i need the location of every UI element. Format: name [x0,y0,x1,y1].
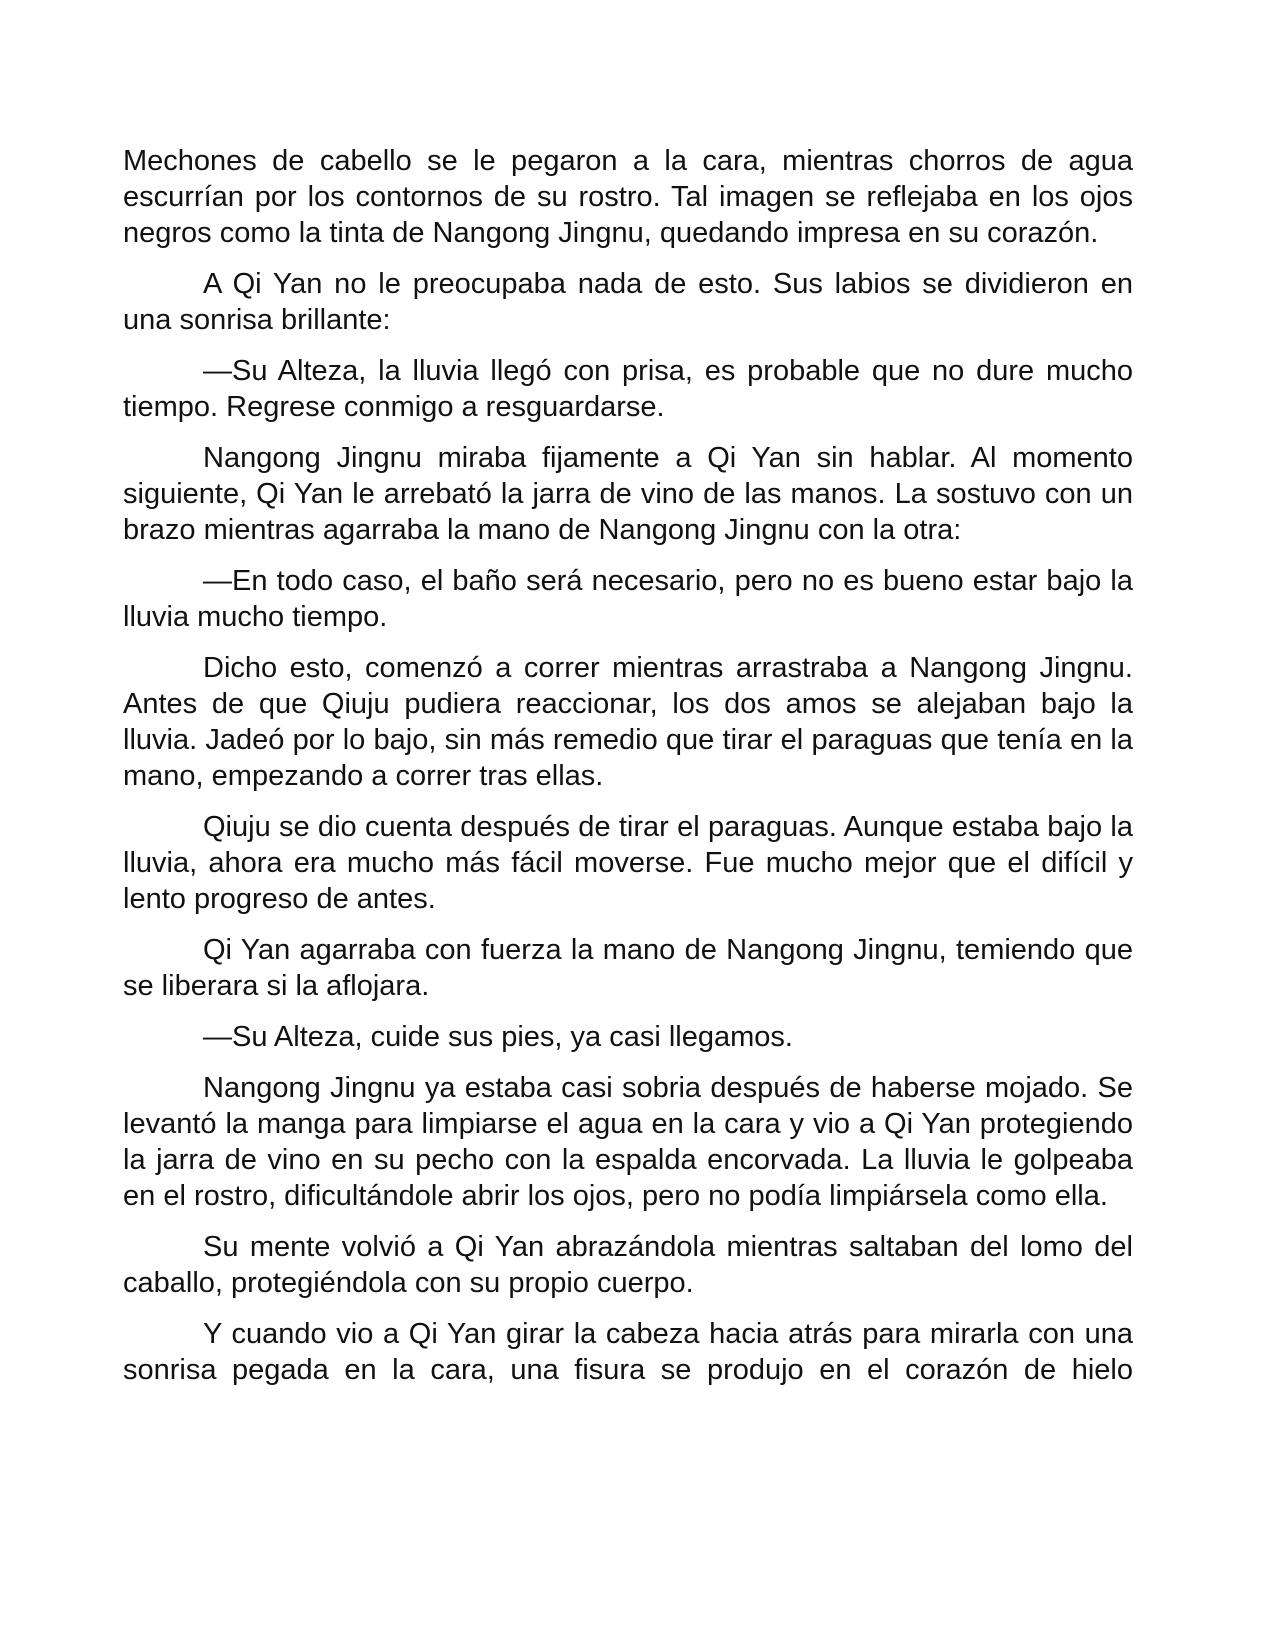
paragraph-3: —Su Alteza, la lluvia llegó con prisa, es probable que no dure mucho tiempo. Regrese conmigo a resguardarse. [123,355,1133,423]
paragraph-10: Nangong Jingnu ya estaba casi sobria después de haberse mojado. Se levantó la manga para limpiarse el agua en la cara y vio a Qi Yan protegiendo la jarra de vino en su pecho con la espalda encorvada. La lluvia le golpeaba en el rostro, dificultándole abrir los ojos, pero no podía limpiársela como ella. [123,1072,1133,1212]
paragraph-2: A Qi Yan no le preocupaba nada de esto. Sus labios se dividieron en una sonrisa brillante: [123,268,1133,336]
body-text [123,143,1133,1403]
paragraph-8: Qi Yan agarraba con fuerza la mano de Nangong Jingnu, temiendo que se liberara si la aflojara. [123,934,1133,1002]
paragraph-9: —Su Alteza, cuide sus pies, ya casi llegamos. [203,1021,793,1053]
paragraph-1: Mechones de cabello se le pegaron a la cara, mientras chorros de agua escurrían por los contornos de su rostro. Tal imagen se reflejaba en los ojos negros como la tinta de Nangong Jingnu, quedando impresa en su corazón. [123,145,1133,249]
paragraph-6: Dicho esto, comenzó a correr mientras arrastraba a Nangong Jingnu. Antes de que Qiuju pudiera reaccionar, los dos amos se alejaban bajo la lluvia. Jadeó por lo bajo, sin más remedio que tirar el paraguas que tenía en la mano, empezando a correr tras ellas. [123,652,1133,792]
paragraph-11: Su mente volvió a Qi Yan abrazándola mientras saltaban del lomo del caballo, protegiéndola con su propio cuerpo. [123,1231,1133,1299]
paragraph-7: Qiuju se dio cuenta después de tirar el paraguas. Aunque estaba bajo la lluvia, ahora era mucho más fácil moverse. Fue mucho mejor que el difícil y lento progreso de antes. [123,811,1133,915]
paragraph-12: Y cuando vio a Qi Yan girar la cabeza hacia atrás para mirarla con una sonrisa pegada en la cara, una fisura se produjo en el corazón de hielo [123,1318,1133,1386]
paragraph-4: Nangong Jingnu miraba fijamente a Qi Yan sin hablar. Al momento siguiente, Qi Yan le arrebató la jarra de vino de las manos. La sostuvo con un brazo mientras agarraba la mano de Nangong Jingnu con la otra: [123,442,1133,546]
paragraph-5: —En todo caso, el baño será necesario, pero no es bueno estar bajo la lluvia mucho tiempo. [123,565,1133,633]
